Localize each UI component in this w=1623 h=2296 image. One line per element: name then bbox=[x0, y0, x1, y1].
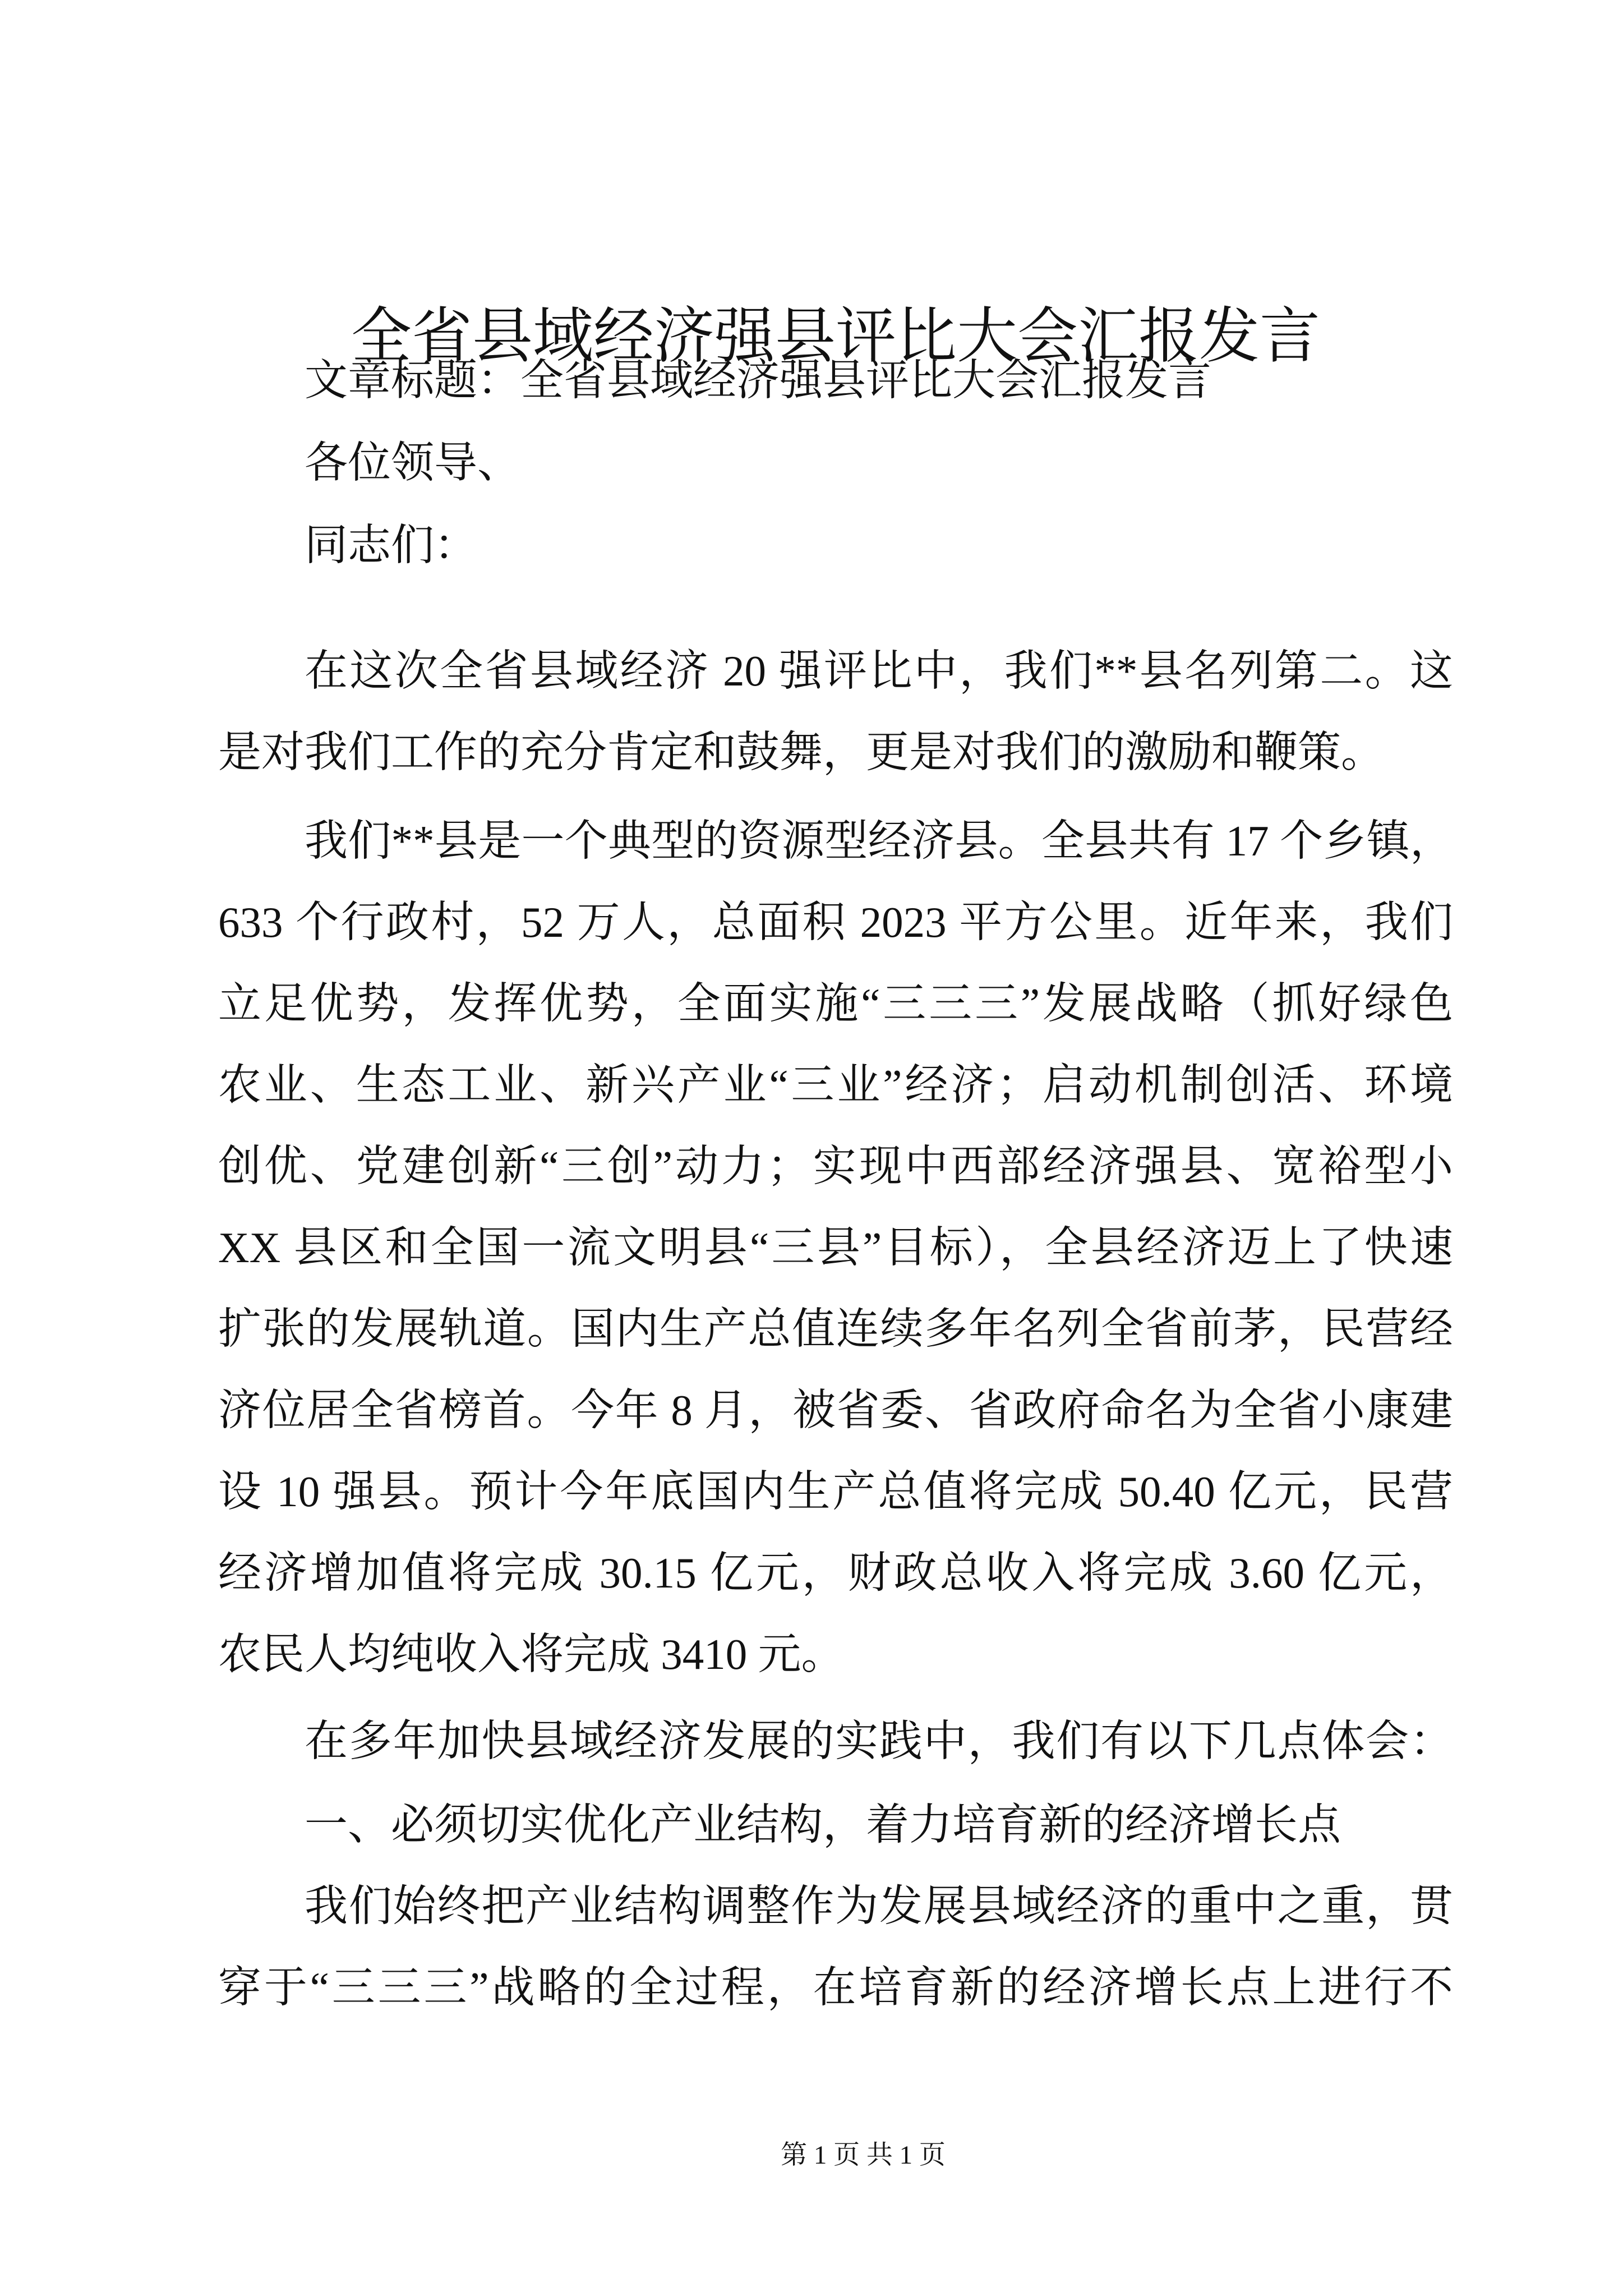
paragraph-line: 是对我们工作的充分肯定和鼓舞，更是对我们的激励和鞭策。 bbox=[218, 728, 1384, 776]
section-heading: 一、必须切实优化产业结构，着力培育新的经济增长点 bbox=[305, 1801, 1341, 1849]
salutation-comrades: 同志们： bbox=[305, 521, 477, 569]
document-title: 全省县域经济强县评比大会汇报发言 bbox=[351, 303, 1320, 370]
paragraph-line: XX 县区和全国一流文明县“三县”目标），全县经济迈上了快速 bbox=[218, 1223, 1453, 1272]
article-title-block bbox=[218, 340, 1453, 421]
paragraph-line: 633 个行政村，52 万人，总面积 2023 平方公里。近年来，我们 bbox=[218, 898, 1453, 946]
paragraph-line: 设 10 强县。预计今年底国内生产总值将完成 50.40 亿元，民营 bbox=[218, 1467, 1453, 1516]
article-title-line: 文章标题：全省县域经济强县评比大会汇报发言 bbox=[305, 356, 1211, 404]
section-heading-block bbox=[218, 1784, 1453, 1866]
paragraph-county-overview bbox=[218, 800, 1453, 1695]
paragraph-line: 经济增加值将完成 30.15 亿元，财政总收入将完成 3.60 亿元， bbox=[218, 1549, 1453, 1597]
paragraph-line: 扩张的发展轨道。国内生产总值连续多年名列全省前茅，民营经 bbox=[218, 1305, 1453, 1353]
paragraph-line: 我们**县是一个典型的资源型经济县。全县共有 17 个乡镇， bbox=[305, 817, 1453, 865]
salutation-leaders-block bbox=[218, 422, 1453, 504]
paragraph-line: 在这次全省县域经济 20 强评比中，我们**县名列第二。这 bbox=[305, 647, 1453, 695]
paragraph-ranking bbox=[218, 631, 1453, 793]
paragraph-line: 农民人均纯收入将完成 3410 元。 bbox=[218, 1630, 845, 1678]
paragraph-line: 济位居全省榜首。今年 8 月，被省委、省政府命名为全省小康建 bbox=[218, 1386, 1453, 1434]
paragraph-experience-intro bbox=[218, 1701, 1453, 1782]
paragraph-line: 农业、生态工业、新兴产业“三业”经济；启动机制创活、环境 bbox=[218, 1061, 1453, 1109]
paragraph-line: 在多年加快县域经济发展的实践中，我们有以下几点体会： bbox=[305, 1717, 1453, 1765]
paragraph-line: 我们始终把产业结构调整作为发展县域经济的重中之重，贯 bbox=[305, 1882, 1453, 1930]
paragraph-industrial-structure bbox=[218, 1866, 1453, 2028]
salutation-leaders: 各位领导、 bbox=[305, 439, 520, 487]
paragraph-line: 创优、党建创新“三创”动力；实现中西部经济强县、宽裕型小 bbox=[218, 1142, 1453, 1190]
paragraph-line: 穿于“三三三”战略的全过程，在培育新的经济增长点上进行不 bbox=[218, 1963, 1453, 2012]
paragraph-line: 立足优势，发挥优势，全面实施“三三三”发展战略（抓好绿色 bbox=[218, 979, 1453, 1028]
salutation-comrades-block bbox=[218, 505, 1453, 586]
page-footer: 第 1 页 共 1 页 bbox=[781, 2141, 946, 2170]
